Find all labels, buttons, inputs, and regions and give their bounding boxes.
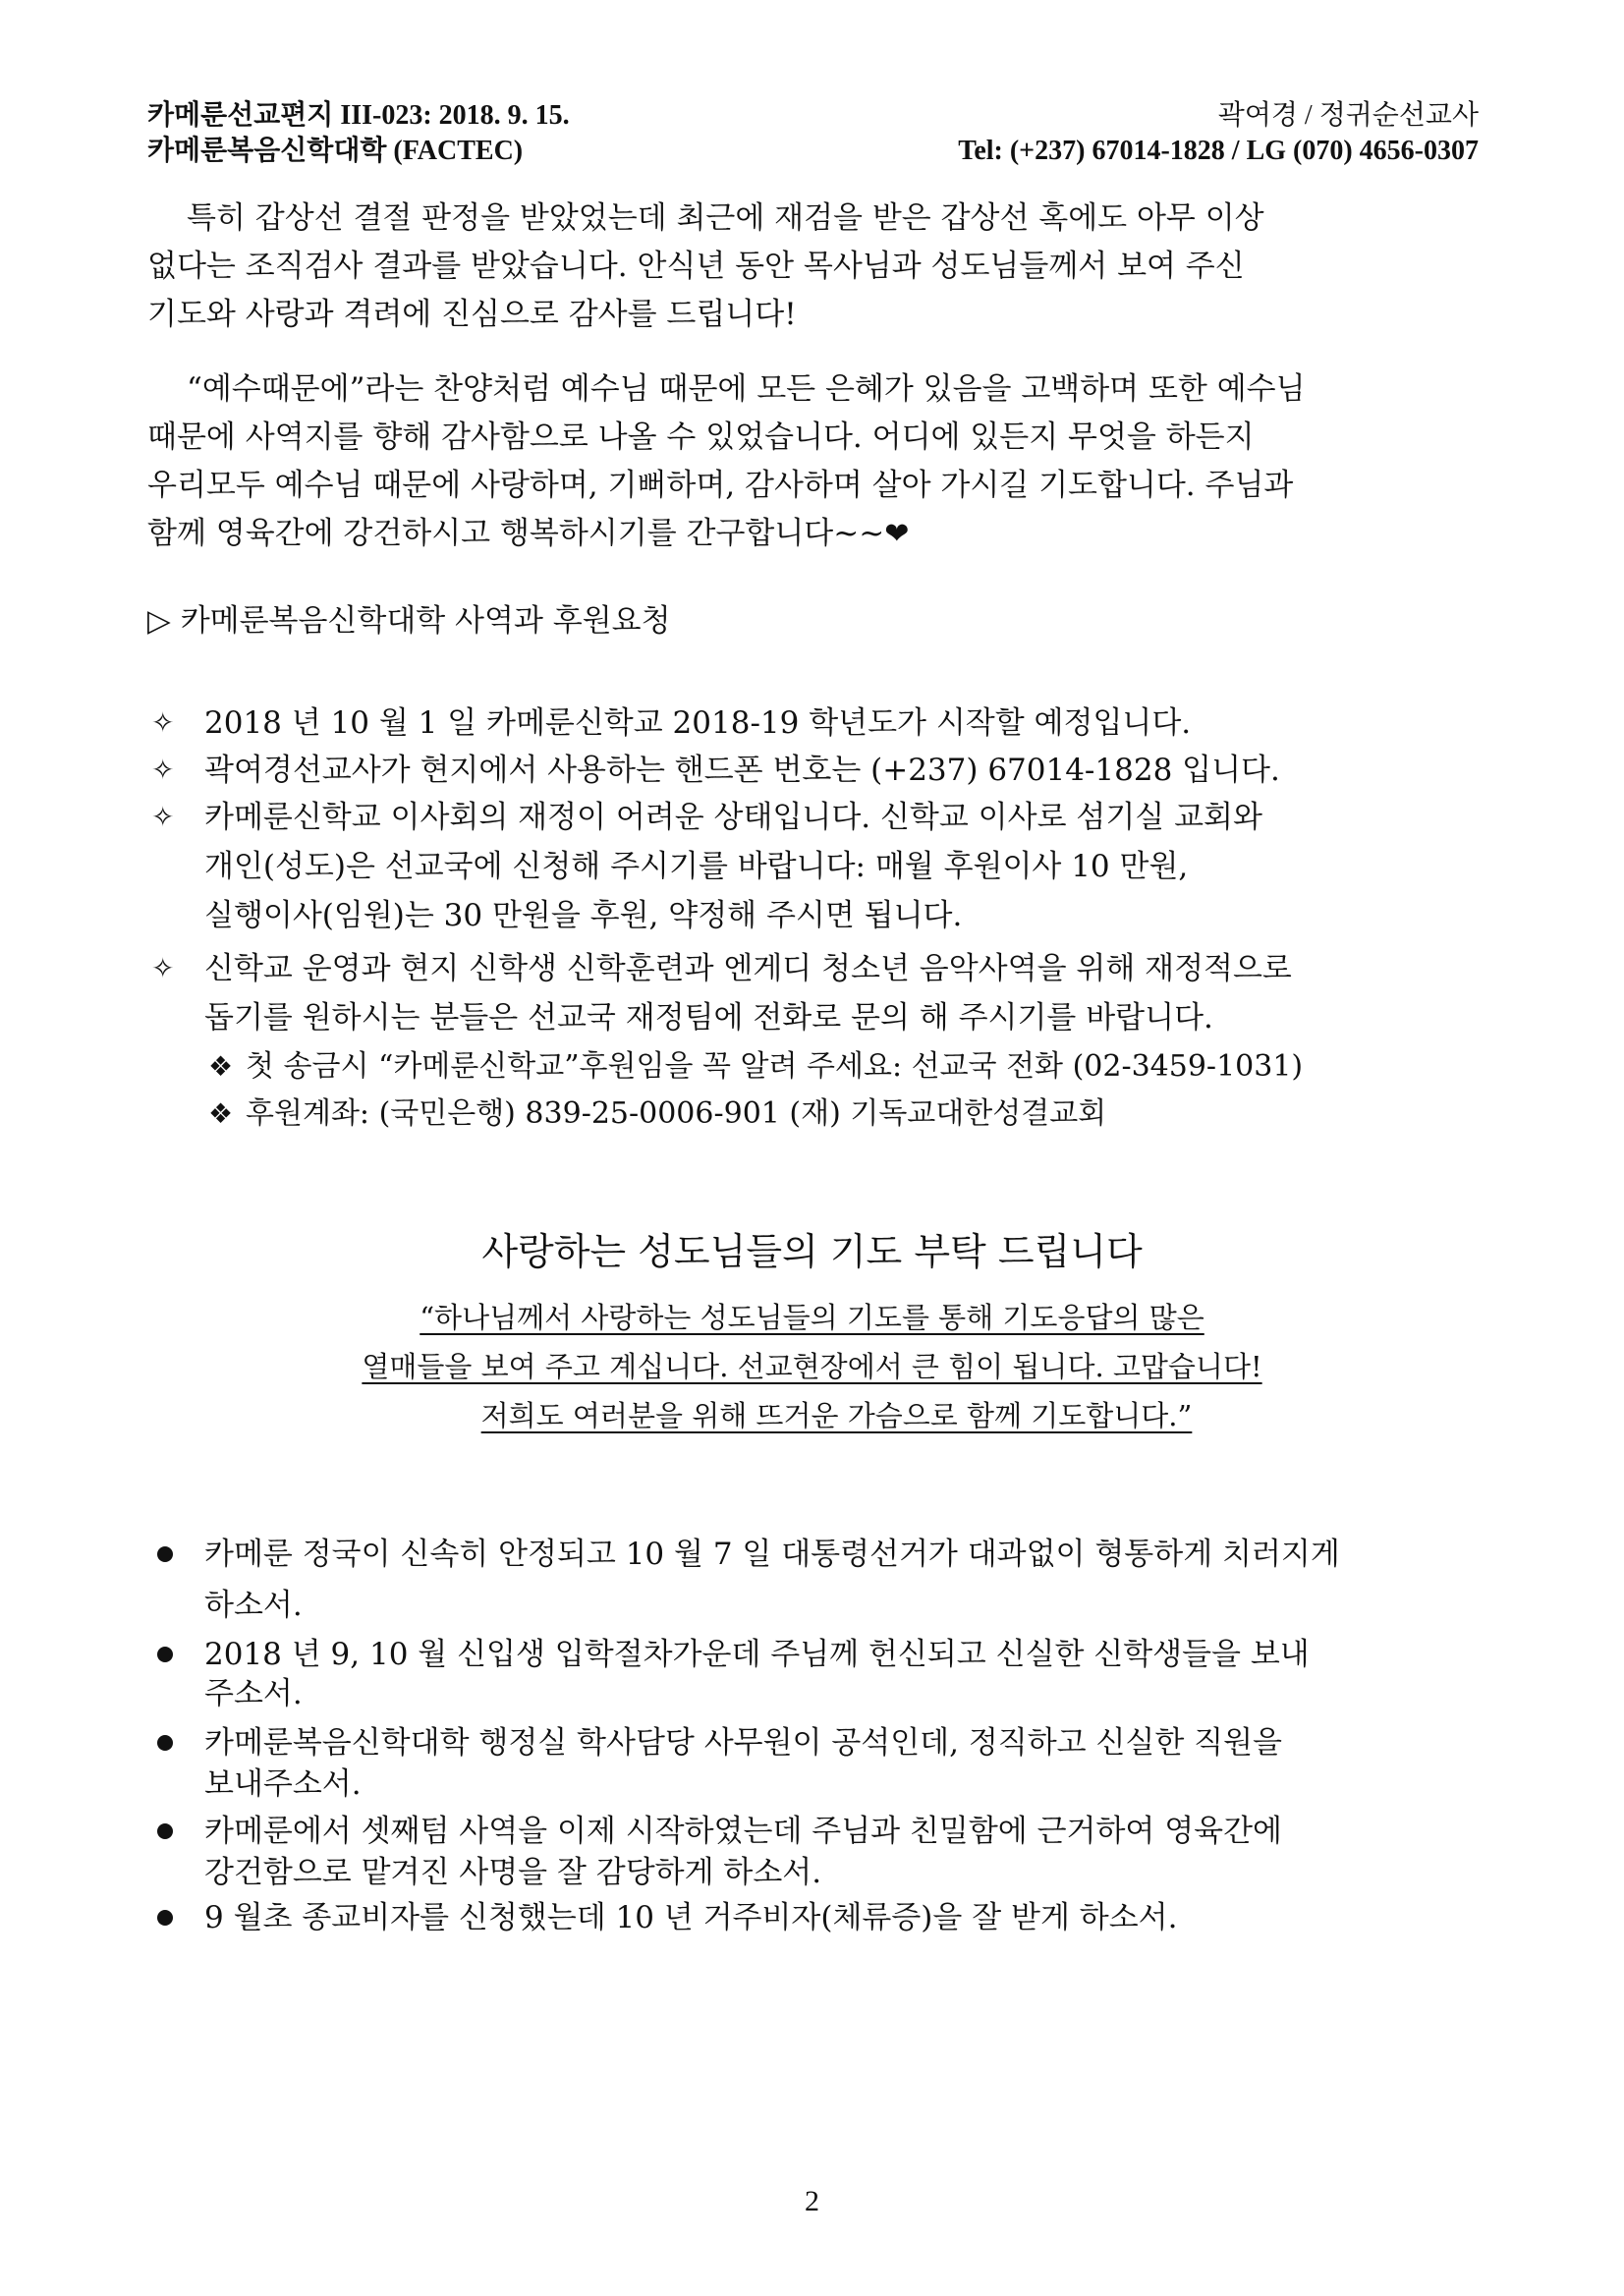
paragraph-line: “예수때문에”라는 찬양처럼 예수님 때문에 모든 은혜가 있음을 고백하며 또한 예수님	[187, 371, 1306, 407]
list-item-continued: 실행이사(임원)는 30 만원을 후원, 약정해 주시면 됩니다.	[204, 898, 963, 933]
list-item-continued: 주소서.	[204, 1676, 303, 1711]
list-item: 2018 년 9, 10 월 신입생 입학절차가운데 주님께 헌신되고 신실한 신학생들을 보내	[204, 1637, 1310, 1672]
letter-title: 카메룬선교편지 III-023: 2018. 9. 15.	[147, 100, 570, 131]
list-item: 카메룬복음신학대학 행정실 학사담당 사무원이 공석인데, 정직하고 신실한 직원을	[204, 1725, 1282, 1761]
section-title: ▷ 카메룬복음신학대학 사역과 후원요청	[147, 603, 671, 639]
sub-item-account: 후원계좌: (국민은행) 839-25-0006-901 (재) 기독교대한성결교회	[246, 1096, 1107, 1131]
sub-item-remittance: 첫 송금시 “카메룬신학교”후원임을 꼭 알려 주세요: 선교국 전화 (02-3459-1031)	[246, 1049, 1304, 1084]
header-right	[958, 98, 1479, 169]
diamond-star-icon: ✧	[151, 952, 175, 984]
four-diamond-icon: ❖	[208, 1097, 234, 1130]
quote-line: 열매들을 보여 주고 계십니다. 선교현장에서 큰 힘이 됩니다. 고맙습니다!	[362, 1350, 1262, 1383]
paragraph-line: 함께 영육간에 강건하시고 행복하시기를 간구합니다~~	[147, 516, 885, 551]
paragraph-line: 없다는 조직검사 결과를 받았습니다. 안식년 동안 목사님과 성도님들께서 보여 주신	[147, 249, 1245, 284]
list-item: 9 월초 종교비자를 신청했는데 10 년 거주비자(체류증)을 잘 받게 하소서.	[204, 1900, 1178, 1935]
list-item: 신학교 운영과 현지 신학생 신학훈련과 엔게디 청소년 음악사역을 위해 재정적으로	[204, 951, 1292, 986]
header-left	[147, 98, 570, 169]
diamond-star-icon: ✧	[151, 801, 175, 833]
prayer-quote	[0, 1293, 1624, 1440]
prayer-title: 사랑하는 성도님들의 기도 부탁 드립니다	[481, 1230, 1143, 1273]
paragraph-line: 때문에 사역지를 향해 감사함으로 나올 수 있었습니다. 어디에 있든지 무엇을 하든지	[147, 420, 1255, 455]
page-number: 2	[805, 2185, 819, 2217]
filled-circle-icon	[157, 1546, 173, 1562]
diamond-star-icon: ✧	[151, 754, 175, 786]
quote-line: 저희도 여러분을 위해 뜨거운 가슴으로 함께 기도합니다.”	[480, 1399, 1193, 1432]
list-item-continued: 강건함으로 맡겨진 사명을 잘 감당하게 하소서.	[204, 1855, 822, 1890]
paragraph-line: 기도와 사랑과 격려에 진심으로 감사를 드립니다!	[147, 297, 797, 332]
four-diamond-icon: ❖	[208, 1050, 234, 1083]
list-item: 2018 년 10 월 1 일 카메룬신학교 2018-19 학년도가 시작할 예정입니다.	[204, 705, 1192, 741]
quote-line: “하나님께서 사랑하는 성도님들의 기도를 통해 기도응답의 많은	[420, 1301, 1204, 1334]
contact-phone: Tel: (+237) 67014-1828 / LG (070) 4656-0307	[958, 136, 1479, 166]
list-item-continued: 돕기를 원하시는 분들은 선교국 재정팀에 전화로 문의 해 주시기를 바랍니다.	[204, 1000, 1213, 1036]
heart-icon: ❤	[884, 517, 910, 551]
list-item: 카메룬에서 셋째텀 사역을 이제 시작하였는데 주님과 친밀함에 근거하여 영육간에	[204, 1814, 1282, 1849]
list-item-continued: 보내주소서.	[204, 1766, 362, 1802]
diamond-star-icon: ✧	[151, 706, 175, 739]
list-item: 곽여경선교사가 현지에서 사용하는 핸드폰 번호는 (+237) 67014-1828 입니다.	[204, 753, 1280, 788]
list-item: 카메룬신학교 이사회의 재정이 어려운 상태입니다. 신학교 이사로 섬기실 교회와	[204, 800, 1262, 835]
paragraph-2	[147, 365, 1484, 558]
paragraph-line: 특히 갑상선 결절 판정을 받았었는데 최근에 재검을 받은 갑상선 혹에도 아무 이상	[187, 200, 1264, 236]
filled-circle-icon	[157, 1647, 173, 1662]
institution-name: 카메룬복음신학대학 (FACTEC)	[147, 136, 524, 166]
missionary-names: 곽여경 / 정귀순선교사	[1217, 100, 1479, 131]
paragraph-1	[147, 195, 1484, 339]
list-item: 카메룬 정국이 신속히 안정되고 10 월 7 일 대통령선거가 대과없이 형통하게 치러지게	[204, 1537, 1340, 1572]
filled-circle-icon	[157, 1735, 173, 1751]
list-item-continued: 개인(성도)은 선교국에 신청해 주시기를 바랍니다: 매월 후원이사 10 만원,	[204, 849, 1189, 884]
paragraph-line: 우리모두 예수님 때문에 사랑하며, 기뻐하며, 감사하며 살아 가시길 기도합니다. 주님과	[147, 468, 1294, 503]
filled-circle-icon	[157, 1823, 173, 1839]
filled-circle-icon	[157, 1910, 173, 1926]
list-item-continued: 하소서.	[204, 1588, 303, 1623]
